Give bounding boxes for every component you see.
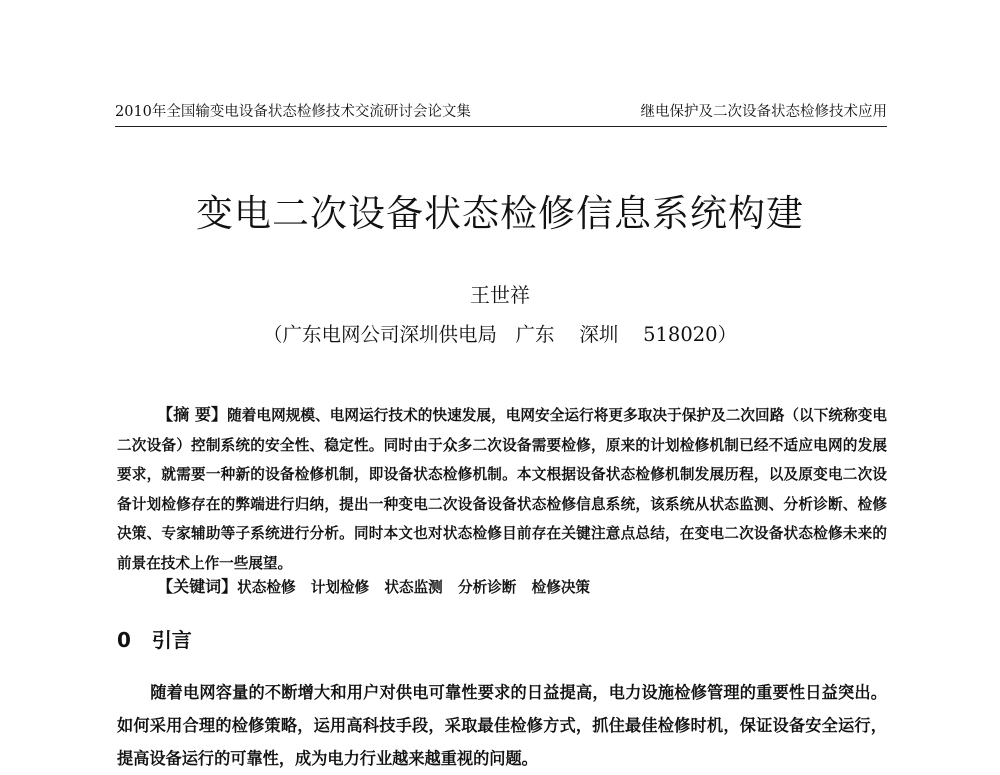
header-section-title: 继电保护及二次设备状态检修技术应用 [640,104,887,120]
abstract [117,400,887,578]
keywords-text: 状态检修 计划检修 状态监测 分析诊断 检修决策 [237,579,591,596]
keywords-label: 【关键词】 [157,577,238,596]
header-proceedings-title: 2010年全国输变电设备状态检修技术交流研讨会论文集 [115,104,471,120]
section-number: 0 [117,628,131,652]
abstract-text: 随着电网规模、电网运行技术的快速发展，电网安全运行将更多取决于保护及二次回路（以下统称变电二次设备）控制系统的安全性、稳定性。同时由于众多二次设备需要检修，原来的计划检修机制已经不适应电网的发展要求，就需要一种新的设备检修机制，即设备状态检修机制。本文根据设备状态检修机制发展历程，以及原变电二次设备计划检修存在的弊端进行归纳，提出一种变电二次设备设备状态检修信息系统，该系统从状态监测、分析诊断、检修决策、专家辅助等子系统进行分析。同时本文也对状态检修目前存在关键注意点总结，在变电二次设备状态检修未来的前景在技术上作一些展望。 [117,407,887,572]
body-paragraph: 随着电网容量的不断增大和用户对供电可靠性要求的日益提高，电力设施检修管理的重要性日益突出。如何采用合理的检修策略，运用高科技手段，采取最佳检修方式，抓住最佳检修时机，保证设备安全运行，提高设备运行的可靠性，成为电力行业越来越重视的问题。 [117,683,887,768]
running-header [115,102,887,127]
section-heading [117,626,192,654]
paper-title: 变电二次设备状态检修信息系统构建 [196,192,804,235]
abstract-label: 【摘 要】 [157,405,228,424]
keywords [117,575,887,600]
paper-author: 王世祥 [470,283,530,307]
author-affiliation: （广东电网公司深圳供电局 广东 深圳 518020） [262,323,738,346]
section-title: 引言 [151,628,192,652]
